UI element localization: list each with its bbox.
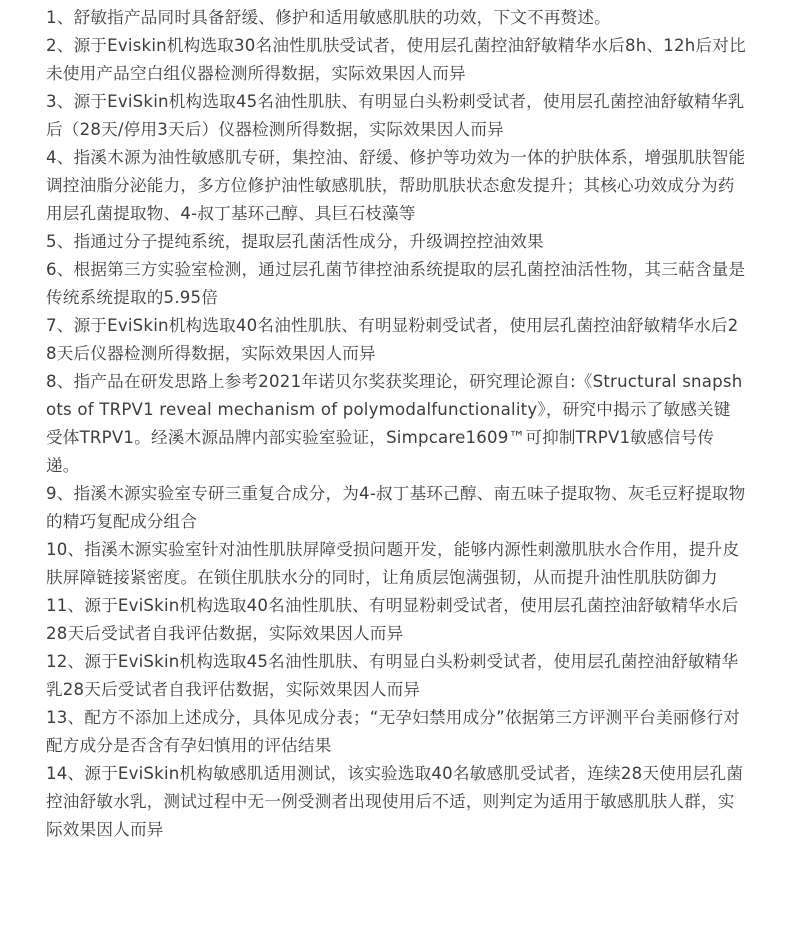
footnote-number: 12、	[46, 652, 85, 671]
footnote-number: 14、	[46, 764, 85, 783]
footnote-item	[46, 648, 746, 704]
footnote-text: 指溪木源为油性敏感肌专研，集控油、舒缓、修护等功效为一体的护肤体系，增强肌肤智能调控油脂分泌能力，多方位修护油性敏感肌肤，帮助肌肤状态愈发提升；其核心功效成分为药用层孔菌提取物、4-叔丁基环己醇、具巨石枝藻等	[46, 148, 746, 223]
footnote-number: 6、	[46, 260, 74, 279]
footnote-text: 配方不添加上述成分，具体见成分表；“无孕妇禁用成分”依据第三方评测平台美丽修行对配方成分是否含有孕妇慎用的评估结果	[46, 708, 741, 755]
footnote-item	[46, 256, 746, 312]
footnote-text: 指产品在研发思路上参考2021年诺贝尔奖获奖理论，研究理论源自:《Structural snapshots of TRPV1 reveal mechanism of polymodalfunctionality》，研究中揭示了敏感关键受体TRPV1。经溪木源品牌内部实验室验证，Simpcare1609™可抑制TRPV1敏感信号传递。	[46, 372, 743, 475]
footnote-text: 指溪木源实验室针对油性肌肤屏障受损问题开发，能够内源性刺激肌肤水合作用，提升皮肤屏障链接紧密度。在锁住肌肤水分的同时，让角质层饱满强韧，从而提升油性肌肤防御力	[46, 540, 740, 587]
footnote-text: 源于EviSkin机构选取45名油性肌肤、有明显白头粉刺受试者，使用层孔菌控油舒敏精华乳28天后受试者自我评估数据，实际效果因人而异	[46, 652, 739, 699]
footnotes-list	[46, 4, 746, 844]
footnote-text: 指溪木源实验室专研三重复合成分，为4-叔丁基环己醇、南五味子提取物、灰毛豆籽提取物的精巧复配成分组合	[46, 484, 746, 531]
footnote-text: 源于Eviskin机构选取30名油性肌肤受试者，使用层孔菌控油舒敏精华水后8h、12h后对比未使用产品空白组仪器检测所得数据，实际效果因人而异	[46, 36, 746, 83]
footnote-number: 13、	[46, 708, 85, 727]
footnote-item	[46, 88, 746, 144]
footnote-number: 11、	[46, 596, 85, 615]
footnote-item	[46, 228, 746, 256]
footnote-item	[46, 312, 746, 368]
footnote-number: 2、	[46, 36, 74, 55]
footnote-item	[46, 480, 746, 536]
footnote-item	[46, 144, 746, 228]
footnote-text: 源于EviSkin机构选取40名油性肌肤、有明显粉刺受试者，使用层孔菌控油舒敏精华水后28天后受试者自我评估数据，实际效果因人而异	[46, 596, 739, 643]
footnote-number: 9、	[46, 484, 74, 503]
footnote-text: 源于EviSkin机构选取45名油性肌肤、有明显白头粉刺受试者，使用层孔菌控油舒敏精华乳后（28天/停用3天后）仪器检测所得数据，实际效果因人而异	[46, 92, 745, 139]
footnote-text: 源于EviSkin机构敏感肌适用测试，该实验选取40名敏感肌受试者，连续28天使用层孔菌控油舒敏水乳，测试过程中无一例受测者出现使用后不适，则判定为适用于敏感肌肤人群，实际效果因人而异	[46, 764, 744, 839]
footnote-item	[46, 4, 746, 32]
footnote-number: 5、	[46, 232, 74, 251]
footnote-number: 4、	[46, 148, 74, 167]
footnote-item	[46, 704, 746, 760]
footnote-number: 8、	[46, 372, 74, 391]
footnote-item	[46, 32, 746, 88]
footnote-text: 指通过分子提纯系统，提取层孔菌活性成分，升级调控控油效果	[73, 232, 544, 251]
footnote-item	[46, 368, 746, 480]
footnote-text: 舒敏指产品同时具备舒缓、修护和适用敏感肌肤的功效，下文不再赘述。	[73, 8, 611, 27]
footnote-number: 1、	[46, 8, 74, 27]
footnote-item	[46, 760, 746, 844]
footnote-item	[46, 592, 746, 648]
footnote-number: 10、	[46, 540, 85, 559]
footnote-number: 3、	[46, 92, 74, 111]
footnote-text: 根据第三方实验室检测，通过层孔菌节律控油系统提取的层孔菌控油活性物，其三萜含量是传统系统提取的5.95倍	[46, 260, 746, 307]
footnote-number: 7、	[46, 316, 74, 335]
footnote-text: 源于EviSkin机构选取40名油性肌肤、有明显粉刺受试者，使用层孔菌控油舒敏精华水后28天后仪器检测所得数据，实际效果因人而异	[46, 316, 739, 363]
footnote-item	[46, 536, 746, 592]
